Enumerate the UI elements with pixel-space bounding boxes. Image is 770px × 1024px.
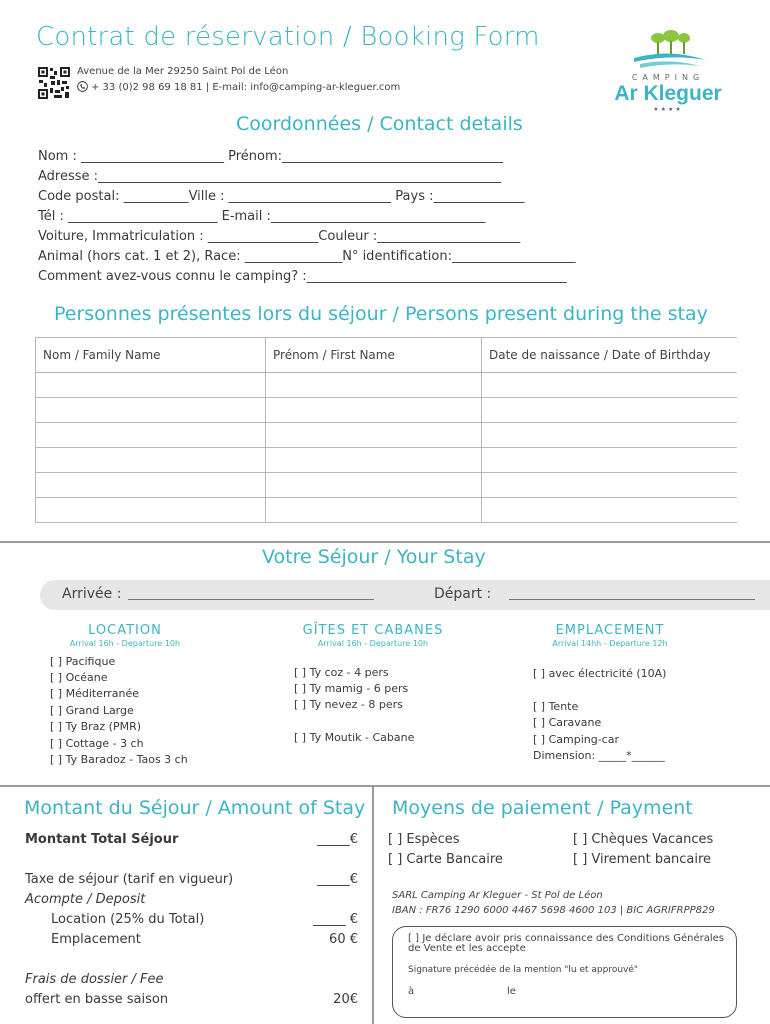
table-row bbox=[36, 473, 737, 498]
cell-birthday[interactable] bbox=[482, 473, 737, 498]
dates-bar bbox=[40, 580, 770, 610]
option-ty-coz[interactable]: [ ] Ty coz - 4 pers bbox=[294, 666, 389, 679]
cell-first-name[interactable] bbox=[266, 373, 482, 398]
option-oceane[interactable]: [ ] Océane bbox=[50, 671, 108, 684]
table-row bbox=[36, 423, 737, 448]
amount-title: Montant du Séjour / Amount of Stay bbox=[24, 797, 366, 819]
table-row bbox=[36, 398, 737, 423]
contact-line-postal[interactable]: Code postal: __________Ville : _________________________ Pays :______________ bbox=[38, 189, 525, 204]
table-row bbox=[36, 498, 737, 523]
logo-name: Ar Kleguer bbox=[614, 82, 722, 105]
departure-field[interactable] bbox=[509, 599, 755, 600]
deposit-location-label: Location (25% du Total) bbox=[51, 912, 205, 927]
date-label[interactable]: le bbox=[507, 986, 516, 997]
location-title: LOCATION bbox=[88, 623, 162, 638]
divider-amount bbox=[0, 785, 770, 787]
table-row bbox=[36, 373, 737, 398]
offseason-value: 20€ bbox=[333, 992, 358, 1007]
option-grand-large[interactable]: [ ] Grand Large bbox=[50, 704, 134, 717]
option-electricity[interactable]: [ ] avec électricité (10A) bbox=[533, 667, 667, 680]
offseason-label: offert en basse saison bbox=[25, 992, 169, 1007]
logo-stars: ★★★★ bbox=[653, 106, 683, 113]
option-ty-braz[interactable]: [ ] Ty Braz (PMR) bbox=[50, 720, 142, 733]
bank-iban: IBAN : FR76 1290 6000 4467 5698 4600 103 | BIC AGRIFRPP829 bbox=[392, 905, 715, 916]
cell-birthday[interactable] bbox=[482, 373, 737, 398]
arrival-field[interactable] bbox=[128, 599, 374, 600]
deposit-location-value[interactable]: _____ € bbox=[313, 912, 358, 927]
fee-label: Frais de dossier / Fee bbox=[25, 972, 164, 987]
option-camping-car[interactable]: [ ] Camping-car bbox=[533, 733, 619, 746]
emplacement-hours: Arrival 14hh - Departure 12h bbox=[552, 639, 668, 648]
address-line: Avenue de la Mer 29250 Saint Pol de Léon bbox=[77, 66, 289, 77]
cell-family-name[interactable] bbox=[36, 473, 266, 498]
persons-title: Personnes présentes lors du séjour / Persons present during the stay bbox=[54, 303, 708, 325]
phone-icon bbox=[77, 81, 88, 92]
location-hours: Arrival 16h - Departure 10h bbox=[69, 639, 181, 648]
contact-title: Coordonnées / Contact details bbox=[236, 113, 523, 135]
dimension-field[interactable]: Dimension: _____*______ bbox=[533, 749, 665, 762]
option-pacifique[interactable]: [ ] Pacifique bbox=[50, 655, 116, 668]
contact-line-address[interactable]: Adresse :______________________________________________________________ bbox=[38, 169, 502, 184]
payment-cheques[interactable]: [ ] Chèques Vacances bbox=[573, 832, 714, 847]
tax-value[interactable]: _____€ bbox=[317, 872, 358, 887]
header-first-name: Prénom / First Name bbox=[266, 338, 482, 373]
phone-email-line bbox=[77, 81, 400, 93]
divider-vertical bbox=[372, 787, 374, 1024]
cell-family-name[interactable] bbox=[36, 423, 266, 448]
tax-label: Taxe de séjour (tarif en vigueur) bbox=[25, 872, 234, 887]
payment-transfer[interactable]: [ ] Virement bancaire bbox=[573, 852, 712, 867]
contact-line-animal[interactable]: Animal (hors cat. 1 et 2), Race: _______________N° identification:___________________ bbox=[38, 249, 576, 264]
option-mediterranee[interactable]: [ ] Méditerranée bbox=[50, 687, 140, 700]
cell-family-name[interactable] bbox=[36, 498, 266, 523]
cell-first-name[interactable] bbox=[266, 448, 482, 473]
option-ty-nevez[interactable]: [ ] Ty nevez - 8 pers bbox=[294, 698, 403, 711]
total-value[interactable]: _____€ bbox=[317, 832, 358, 847]
logo-camping-text: CAMPING bbox=[631, 73, 705, 82]
contact-line-car[interactable]: Voiture, Immatriculation : _________________Couleur :______________________ bbox=[38, 229, 521, 244]
cell-family-name[interactable] bbox=[36, 398, 266, 423]
payment-card[interactable]: [ ] Carte Bancaire bbox=[388, 852, 503, 867]
departure-label: Départ : bbox=[434, 586, 492, 602]
logo-trees-icon bbox=[630, 28, 710, 74]
bank-name: SARL Camping Ar Kleguer - St Pol de Léon bbox=[392, 890, 603, 901]
cell-first-name[interactable] bbox=[266, 423, 482, 448]
gites-title: GÎTES ET CABANES bbox=[302, 623, 444, 638]
option-tente[interactable]: [ ] Tente bbox=[533, 700, 579, 713]
page-title: Contrat de réservation / Booking Form bbox=[36, 22, 540, 52]
payment-title: Moyens de paiement / Payment bbox=[392, 797, 693, 819]
cell-birthday[interactable] bbox=[482, 398, 737, 423]
cell-birthday[interactable] bbox=[482, 498, 737, 523]
cell-family-name[interactable] bbox=[36, 448, 266, 473]
cell-birthday[interactable] bbox=[482, 448, 737, 473]
option-cottage[interactable]: [ ] Cottage - 3 ch bbox=[50, 737, 144, 750]
arrival-label: Arrivée : bbox=[62, 586, 122, 602]
total-label: Montant Total Séjour bbox=[25, 832, 179, 847]
option-caravane[interactable]: [ ] Caravane bbox=[533, 716, 602, 729]
divider-stay bbox=[0, 541, 770, 543]
persons-header-row bbox=[36, 338, 737, 373]
persons-table bbox=[35, 337, 737, 523]
payment-cash[interactable]: [ ] Espèces bbox=[388, 832, 460, 847]
table-row bbox=[36, 448, 737, 473]
cell-first-name[interactable] bbox=[266, 398, 482, 423]
qr-code-icon bbox=[37, 66, 71, 100]
declaration-checkbox[interactable]: [ ] Je déclare avoir pris connaissance des Conditions Générales de Vente et les accepte bbox=[408, 933, 724, 954]
option-ty-mamig[interactable]: [ ] Ty mamig - 6 pers bbox=[294, 682, 409, 695]
gites-hours: Arrival 16h - Departure 10h bbox=[317, 639, 429, 648]
phone-email-text: + 33 (0)2 98 69 18 81 | E-mail: info@camping-ar-kleguer.com bbox=[91, 82, 401, 93]
cell-first-name[interactable] bbox=[266, 498, 482, 523]
deposit-emplacement-label: Emplacement bbox=[51, 932, 141, 947]
cell-birthday[interactable] bbox=[482, 423, 737, 448]
cell-family-name[interactable] bbox=[36, 373, 266, 398]
header-birthday: Date de naissance / Date of Birthday bbox=[482, 338, 737, 373]
place-label[interactable]: à bbox=[408, 986, 415, 997]
option-ty-baradoz[interactable]: [ ] Ty Baradoz - Taos 3 ch bbox=[50, 753, 188, 766]
deposit-label: Acompte / Deposit bbox=[25, 892, 146, 907]
signature-note: Signature précédée de la mention "lu et approuvé" bbox=[408, 965, 639, 975]
emplacement-title: EMPLACEMENT bbox=[555, 623, 665, 638]
contact-line-referral[interactable]: Comment avez-vous connu le camping? :________________________________________ bbox=[38, 269, 567, 284]
cell-first-name[interactable] bbox=[266, 473, 482, 498]
deposit-emplacement-value: 60 € bbox=[329, 932, 358, 947]
header-family-name: Nom / Family Name bbox=[36, 338, 266, 373]
contact-line-phone[interactable]: Tél : _______________________ E-mail :_________________________________ bbox=[38, 209, 486, 224]
stay-title: Votre Séjour / Your Stay bbox=[262, 546, 486, 568]
contact-line-name[interactable]: Nom : ______________________ Prénom:__________________________________ bbox=[38, 149, 504, 164]
option-ty-moutik[interactable]: [ ] Ty Moutik - Cabane bbox=[294, 731, 415, 744]
